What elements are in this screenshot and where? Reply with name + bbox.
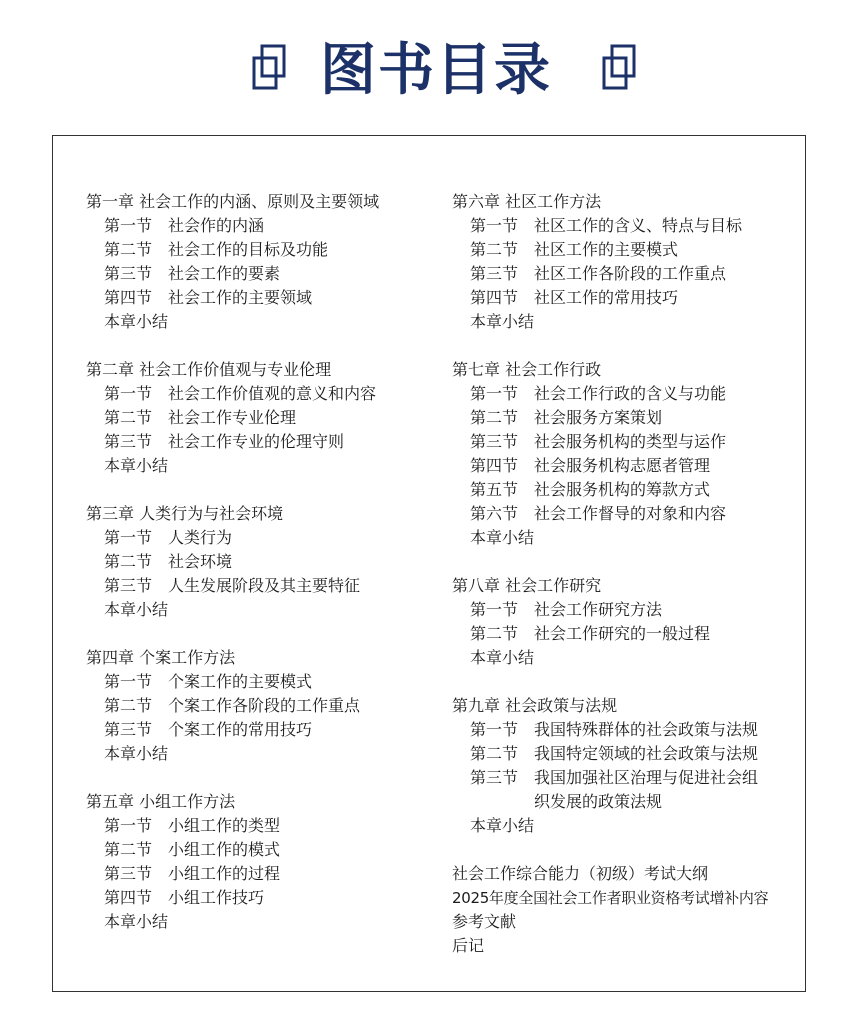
section-number: 第二节: [470, 744, 519, 763]
section-number: 第三节: [470, 432, 519, 451]
section-entry[interactable]: [452, 382, 768, 406]
chapter-summary[interactable]: 本章小结: [470, 816, 535, 835]
section-title: 社区工作的含义、特点与目标: [534, 216, 743, 235]
chapter-block: [452, 358, 768, 550]
section-number: 第一节: [470, 384, 519, 403]
appendix-item[interactable]: 后记: [452, 936, 485, 955]
page-header: [0, 30, 866, 110]
chapter-block: [86, 502, 379, 622]
section-title: 社会服务机构的类型与运作: [534, 432, 727, 451]
chapter-block: [452, 190, 768, 334]
section-title: 小组工作的过程: [168, 864, 281, 883]
section-entry[interactable]: [452, 262, 768, 286]
section-title: 社区工作的常用技巧: [534, 288, 679, 307]
toc-left-column: [86, 190, 379, 934]
section-number: 第二节: [104, 696, 153, 715]
section-entry[interactable]: [86, 238, 379, 262]
section-number: 第二节: [470, 624, 519, 643]
chapter-title[interactable]: 第三章 人类行为与社会环境: [86, 504, 284, 523]
section-entry[interactable]: [86, 382, 379, 406]
chapter-block: [86, 190, 379, 334]
section-entry[interactable]: [86, 286, 379, 310]
section-entry[interactable]: [86, 526, 379, 550]
chapter-summary[interactable]: 本章小结: [104, 456, 169, 475]
section-number: 第一节: [104, 528, 153, 547]
section-number: 第二节: [104, 552, 153, 571]
section-entry[interactable]: [452, 766, 768, 790]
section-entry[interactable]: [86, 574, 379, 598]
section-number: 第一节: [470, 600, 519, 619]
chapter-summary[interactable]: 本章小结: [470, 528, 535, 547]
chapter-block: [86, 646, 379, 766]
section-number: 第五节: [470, 480, 519, 499]
chapter-title[interactable]: 第一章 社会工作的内涵、原则及主要领域: [86, 192, 380, 211]
section-number: 第二节: [470, 408, 519, 427]
section-number: 第三节: [470, 768, 519, 787]
chapter-title[interactable]: 第二章 社会工作价值观与专业伦理: [86, 360, 332, 379]
section-number: 第一节: [104, 816, 153, 835]
section-title: 我国特殊群体的社会政策与法规: [534, 720, 759, 739]
chapter-title[interactable]: 第四章 个案工作方法: [86, 648, 236, 667]
section-title: 社会工作专业伦理: [168, 408, 297, 427]
section-title: 社会工作的要素: [168, 264, 281, 283]
section-entry[interactable]: [86, 886, 379, 910]
section-number: 第四节: [104, 888, 153, 907]
section-entry[interactable]: [452, 286, 768, 310]
chapter-summary[interactable]: 本章小结: [104, 744, 169, 763]
section-title: 社会服务方案策划: [534, 408, 663, 427]
section-number: 第三节: [104, 864, 153, 883]
decorative-frame-icon: [600, 44, 640, 90]
chapter-title[interactable]: 第六章 社区工作方法: [452, 192, 602, 211]
section-number: 第三节: [104, 264, 153, 283]
section-title: 个案工作各阶段的工作重点: [168, 696, 361, 715]
section-entry[interactable]: [452, 478, 768, 502]
chapter-title[interactable]: 第五章 小组工作方法: [86, 792, 236, 811]
section-entry[interactable]: [86, 262, 379, 286]
section-title: 社会工作研究方法: [534, 600, 663, 619]
section-title: 个案工作的常用技巧: [168, 720, 313, 739]
section-number: 第三节: [104, 720, 153, 739]
section-title: 人生发展阶段及其主要特征: [168, 576, 361, 595]
section-number: 第一节: [104, 672, 153, 691]
section-number: 第一节: [104, 384, 153, 403]
chapter-summary[interactable]: 本章小结: [104, 912, 169, 931]
chapter-title[interactable]: 第九章 社会政策与法规: [452, 696, 618, 715]
section-number: 第六节: [470, 504, 519, 523]
section-entry[interactable]: [452, 214, 768, 238]
chapter-summary[interactable]: 本章小结: [470, 648, 535, 667]
section-title: 社区工作各阶段的工作重点: [534, 264, 727, 283]
section-title: 我国特定领域的社会政策与法规: [534, 744, 759, 763]
chapter-block: [86, 790, 379, 934]
section-title: 小组工作的类型: [168, 816, 281, 835]
section-entry[interactable]: [86, 214, 379, 238]
section-number: 第二节: [104, 840, 153, 859]
section-title: 社会作的内涵: [168, 216, 265, 235]
chapter-block: [86, 358, 379, 478]
section-title: 小组工作技巧: [168, 888, 265, 907]
appendix-item[interactable]: 社会工作综合能力（初级）考试大纲: [452, 864, 709, 883]
chapter-title[interactable]: 第八章 社会工作研究: [452, 576, 602, 595]
section-title-continued[interactable]: 织发展的政策法规: [534, 792, 663, 811]
appendix-item[interactable]: 2025年度全国社会工作者职业资格考试增补内容: [452, 889, 769, 907]
section-entry[interactable]: [86, 550, 379, 574]
section-number: 第二节: [104, 240, 153, 259]
section-entry[interactable]: [452, 430, 768, 454]
section-entry[interactable]: [86, 814, 379, 838]
section-number: 第一节: [104, 216, 153, 235]
section-title: 个案工作的主要模式: [168, 672, 313, 691]
chapter-summary[interactable]: 本章小结: [104, 312, 169, 331]
section-entry[interactable]: [452, 622, 768, 646]
section-entry[interactable]: [452, 598, 768, 622]
section-number: 第二节: [470, 240, 519, 259]
section-title: 社会服务机构的筹款方式: [534, 480, 711, 499]
section-entry[interactable]: [86, 838, 379, 862]
section-entry[interactable]: [452, 742, 768, 766]
section-title: 社区工作的主要模式: [534, 240, 679, 259]
section-title: 社会工作价值观的意义和内容: [168, 384, 377, 403]
section-title: 社会工作行政的含义与功能: [534, 384, 727, 403]
section-entry[interactable]: [452, 502, 768, 526]
section-entry[interactable]: [86, 694, 379, 718]
section-title: 人类行为: [168, 528, 233, 547]
section-title: 社会工作研究的一般过程: [534, 624, 711, 643]
section-entry[interactable]: [452, 454, 768, 478]
section-title: 社会环境: [168, 552, 233, 571]
section-entry[interactable]: [86, 406, 379, 430]
chapter-block: [452, 574, 768, 670]
section-entry[interactable]: [86, 862, 379, 886]
section-entry[interactable]: [452, 718, 768, 742]
section-number: 第一节: [470, 216, 519, 235]
chapter-block: [452, 694, 768, 838]
section-title: 社会工作督导的对象和内容: [534, 504, 727, 523]
section-entry[interactable]: [452, 406, 768, 430]
section-entry[interactable]: [452, 238, 768, 262]
section-entry[interactable]: [86, 670, 379, 694]
section-number: 第三节: [104, 576, 153, 595]
section-number: 第二节: [104, 408, 153, 427]
section-title: 社会服务机构志愿者管理: [534, 456, 711, 475]
chapter-summary[interactable]: 本章小结: [104, 600, 169, 619]
section-number: 第一节: [470, 720, 519, 739]
chapter-title[interactable]: 第七章 社会工作行政: [452, 360, 602, 379]
section-entry[interactable]: [86, 718, 379, 742]
section-title: 社会工作专业的伦理守则: [168, 432, 345, 451]
decorative-frame-icon: [250, 44, 290, 90]
section-entry[interactable]: [86, 430, 379, 454]
section-number: 第三节: [104, 432, 153, 451]
section-number: 第四节: [104, 288, 153, 307]
section-title: 社会工作的目标及功能: [168, 240, 329, 259]
section-number: 第四节: [470, 288, 519, 307]
toc-right-column: [452, 190, 768, 958]
chapter-summary[interactable]: 本章小结: [470, 312, 535, 331]
section-number: 第四节: [470, 456, 519, 475]
section-title: 小组工作的模式: [168, 840, 281, 859]
section-number: 第三节: [470, 264, 519, 283]
page-title: 图书目录: [320, 37, 552, 103]
section-title: 我国加强社区治理与促进社会组: [534, 768, 759, 787]
appendix-item[interactable]: 参考文献: [452, 912, 517, 931]
section-title: 社会工作的主要领域: [168, 288, 313, 307]
